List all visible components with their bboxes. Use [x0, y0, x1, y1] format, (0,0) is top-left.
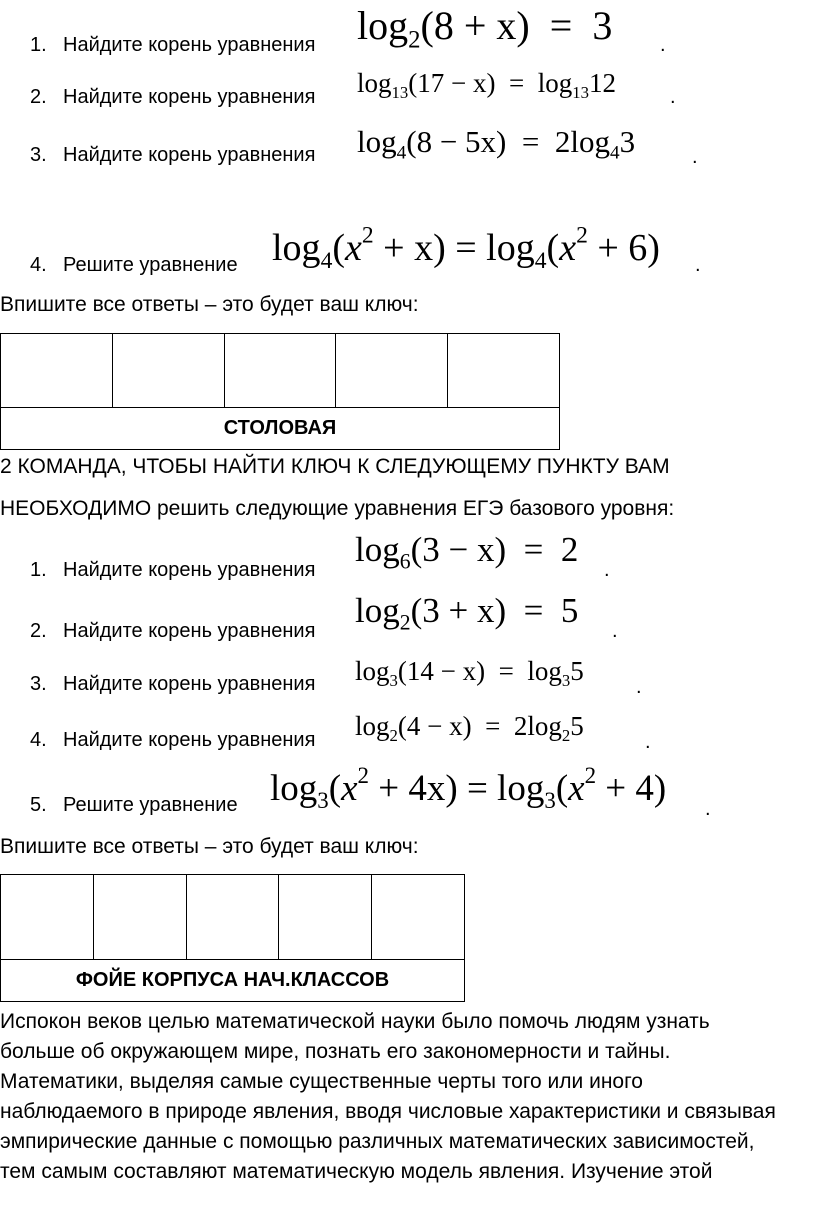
- paragraph-line: больше об окружающем мире, познать его закономерности и тайны.: [0, 1040, 671, 1063]
- task-text: Найдите корень уравнения: [63, 729, 316, 751]
- sentence-dot: .: [660, 34, 666, 56]
- task-number: 3.: [30, 144, 47, 166]
- equation: $\log_2(4 - x) = 2\log_25$: [355, 711, 584, 745]
- task-text: Найдите корень уравнения: [63, 34, 316, 56]
- paragraph-line: Математики, выделяя самые существенные черты того или иного: [0, 1070, 643, 1093]
- task-text: Найдите корень уравнения: [63, 673, 316, 695]
- equation: $\log_4(x^2 + x) = \log_4(x^2 + 6)$: [272, 222, 660, 275]
- answer-cell[interactable]: [336, 334, 448, 408]
- answer-cell[interactable]: [112, 334, 224, 408]
- equation: $\log_3(x^2 + 4x) = \log_3(x^2 + 4)$: [270, 762, 667, 814]
- task-number: 3.: [30, 673, 47, 695]
- task-text: Найдите корень уравнения: [63, 86, 316, 108]
- answer-cell[interactable]: [93, 875, 186, 960]
- task-number: 1.: [30, 34, 47, 56]
- answer-cell[interactable]: [372, 875, 465, 960]
- sentence-dot: .: [604, 559, 610, 581]
- task-text: Найдите корень уравнения: [63, 144, 316, 166]
- equation: $\log_3(14 - x) = \log_35$: [355, 656, 584, 690]
- intro-paragraph: [0, 1007, 776, 1187]
- answer-cell[interactable]: [1, 875, 94, 960]
- task-number: 1.: [30, 559, 47, 581]
- equation: $\log_6(3 - x) = 2$: [355, 530, 579, 574]
- answer-cell[interactable]: [224, 334, 336, 408]
- key-location-label: СТОЛОВАЯ: [1, 408, 560, 450]
- paragraph-line: тем самым составляют математическую модель явления. Изучение этой: [0, 1160, 713, 1183]
- answer-cell[interactable]: [279, 875, 372, 960]
- answer-key-table: [0, 333, 560, 450]
- section-heading-line: НЕОБХОДИМО решить следующие уравнения ЕГЭ базового уровня:: [0, 497, 675, 520]
- sentence-dot: .: [692, 146, 698, 168]
- answer-cell[interactable]: [448, 334, 560, 408]
- equation: $\log_2(8 + x) = 3$: [357, 3, 613, 54]
- paragraph-line: наблюдаемого в природе явления, вводя числовые характеристики и связывая: [0, 1100, 776, 1123]
- sentence-dot: .: [705, 798, 711, 820]
- task-text: Найдите корень уравнения: [63, 620, 316, 642]
- sentence-dot: .: [670, 86, 676, 108]
- answer-prompt: Впишите все ответы – это будет ваш ключ:: [0, 835, 419, 858]
- task-text: Найдите корень уравнения: [63, 559, 316, 581]
- answer-cell[interactable]: [186, 875, 279, 960]
- task-number: 2.: [30, 620, 47, 642]
- sentence-dot: .: [645, 731, 651, 753]
- equation: $\log_4(8 - 5x) = 2\log_43$: [357, 124, 636, 164]
- equation: $\log_{13}(17 - x) = \log_{13}12$: [357, 68, 616, 102]
- answer-prompt: Впишите все ответы – это будет ваш ключ:: [0, 293, 419, 316]
- sentence-dot: .: [636, 676, 642, 698]
- task-number: 5.: [30, 794, 47, 816]
- section-heading-line: 2 КОМАНДА, ЧТОБЫ НАЙТИ КЛЮЧ К СЛЕДУЮЩЕМУ ПУНКТУ ВАМ: [0, 455, 670, 478]
- task-text: Решите уравнение: [63, 794, 238, 816]
- task-text: Решите уравнение: [63, 254, 238, 276]
- task-number: 2.: [30, 86, 47, 108]
- sentence-dot: .: [695, 254, 701, 276]
- paragraph-line: Испокон веков целью математической науки было помочь людям узнать: [0, 1010, 710, 1033]
- equation: $\log_2(3 + x) = 5$: [355, 591, 579, 635]
- paragraph-line: эмпирические данные с помощью различных математических зависимостей,: [0, 1130, 755, 1153]
- answer-cell[interactable]: [1, 334, 113, 408]
- key-location-label: ФОЙЕ КОРПУСА НАЧ.КЛАССОВ: [1, 960, 465, 1002]
- task-number: 4.: [30, 729, 47, 751]
- sentence-dot: .: [612, 620, 618, 642]
- answer-key-table: [0, 874, 465, 1002]
- task-number: 4.: [30, 254, 47, 276]
